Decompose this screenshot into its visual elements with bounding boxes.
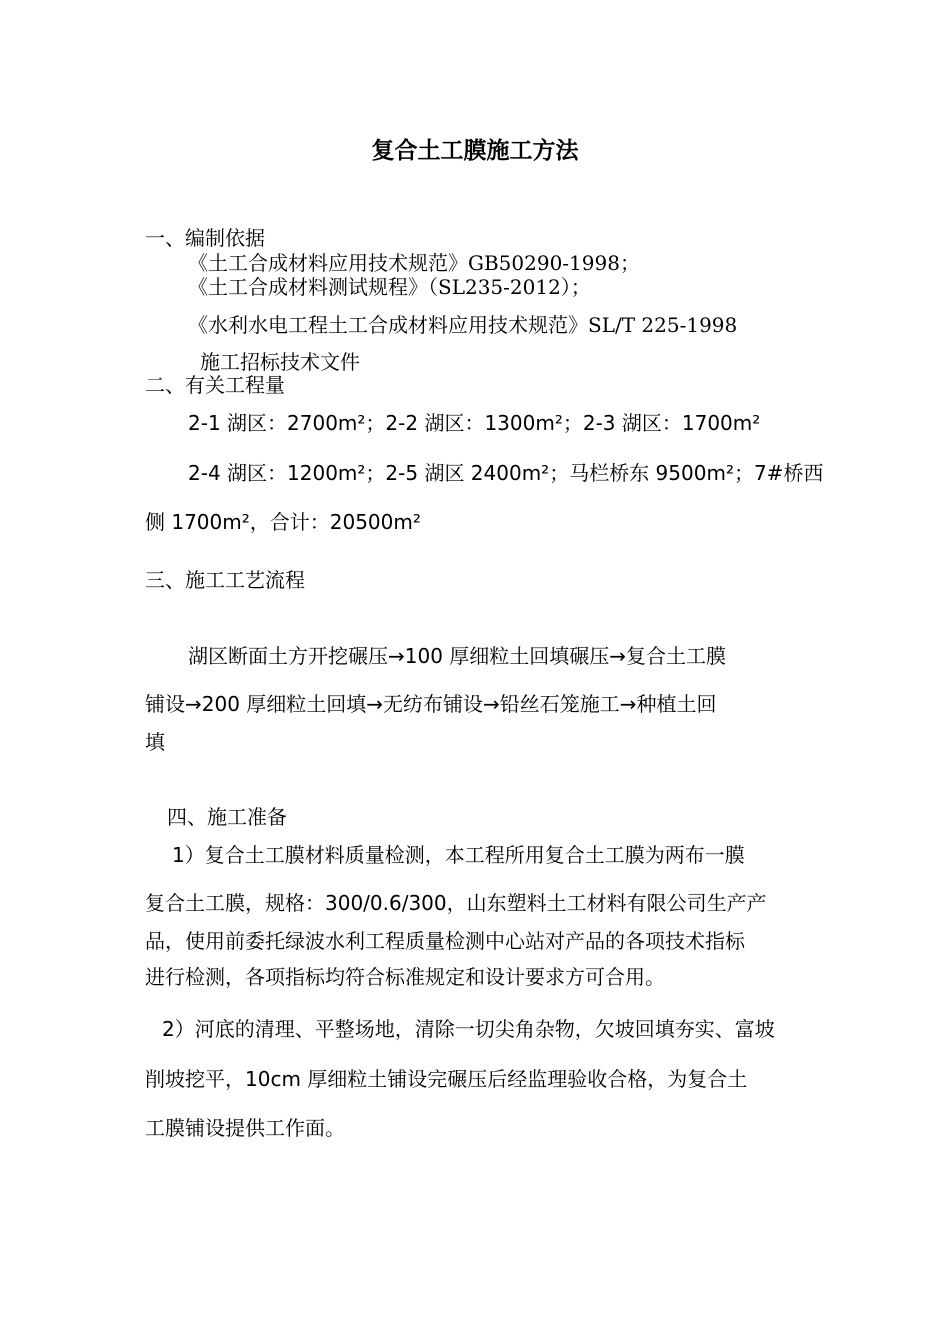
section-heading-preparation: 四、施工准备: [167, 805, 287, 829]
quantity-line: 侧 1700m²，合计：20500m²: [145, 510, 421, 534]
section-heading-basis: 一、编制依据: [145, 226, 265, 250]
preparation-item-2-line: 削坡挖平，10cm 厚细粒土铺设完碾压后经监理验收合格，为复合土: [145, 1067, 748, 1091]
process-line: 填: [145, 730, 165, 754]
section-heading-quantities: 二、有关工程量: [145, 373, 285, 397]
preparation-item-1-line: 复合土工膜，规格：300/0.6/300，山东塑料土工材料有限公司生产产: [145, 891, 767, 915]
quantity-line: 2-1 湖区：2700m²；2-2 湖区：1300m²；2-3 湖区：1700m²: [188, 411, 761, 435]
section-heading-process: 三、施工工艺流程: [145, 568, 305, 592]
reference-item: 施工招标技术文件: [200, 350, 360, 374]
preparation-item-2-line: 2）河底的清理、平整场地，清除一切尖角杂物，欠坡回填夯实、富坡: [162, 1017, 775, 1041]
preparation-item-1-line: 1）复合土工膜材料质量检测，本工程所用复合土工膜为两布一膜: [172, 843, 745, 867]
reference-item: 《水利水电工程土工合成材料应用技术规范》SL/T 225-1998: [188, 313, 738, 337]
preparation-item-2-line: 工膜铺设提供工作面。: [145, 1116, 345, 1140]
quantity-line: 2-4 湖区：1200m²；2-5 湖区 2400m²；马栏桥东 9500m²；7#桥西: [188, 461, 824, 485]
process-line: 铺设→200 厚细粒土回填→无纺布铺设→铅丝石笼施工→种植土回: [145, 692, 717, 716]
preparation-item-1-line: 品，使用前委托绿波水利工程质量检测中心站对产品的各项技术指标: [145, 929, 745, 953]
reference-item: 《土工合成材料测试规程》（SL235-2012）；: [188, 275, 591, 299]
document-title: 复合土工膜施工方法: [371, 138, 579, 164]
reference-item: 《土工合成材料应用技术规范》GB50290-1998；: [188, 251, 640, 275]
process-line: 湖区断面土方开挖碾压→100 厚细粒土回填碾压→复合土工膜: [188, 644, 727, 668]
preparation-item-1-line: 进行检测，各项指标均符合标准规定和设计要求方可合用。: [145, 965, 665, 989]
